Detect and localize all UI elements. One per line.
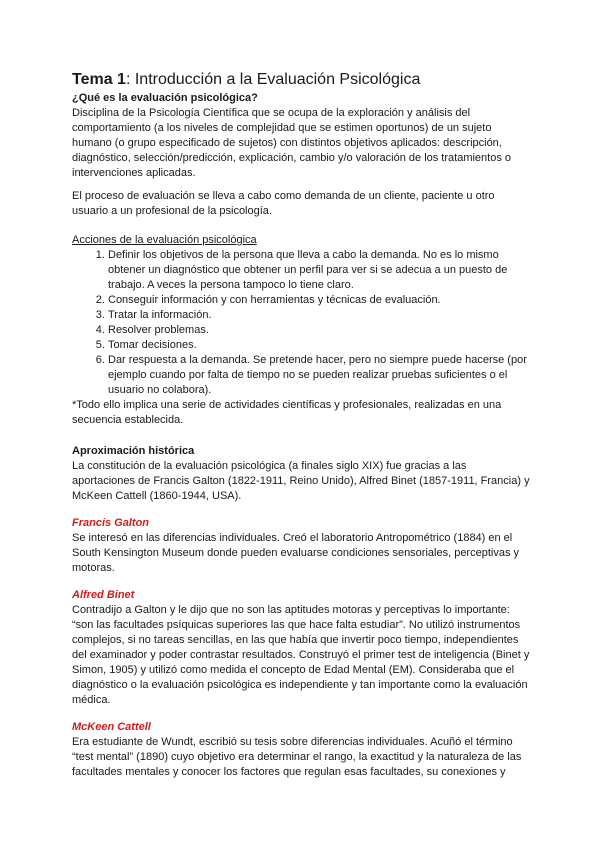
person-text-galton: Se interesó en las diferencias individuales. Creó el laboratorio Antropométrico (1884) en el South Kensington Museum donde pueden evaluarse condiciones sensoriales, perceptivas y motoras. bbox=[72, 532, 520, 574]
list-item: 4. Resolver problemas. bbox=[108, 323, 532, 338]
list-item: 3. Tratar la información. bbox=[108, 308, 532, 323]
history-intro: La constitución de la evaluación psicológica (a finales siglo XIX) fue gracias a las aportaciones de Francis Galton (1822-1911, Reino Unido), Alfred Binet (1857-1911, Francia) y McKeen Cattell (1860-1944, USA). bbox=[72, 460, 530, 502]
page-title bbox=[72, 70, 532, 89]
actions-note: *Todo ello implica una serie de actividades científicas y profesionales, realizadas en una secuencia establecida. bbox=[72, 399, 502, 426]
title-topic-number: Tema 1 bbox=[72, 71, 126, 88]
list-item: 5. Tomar decisiones. bbox=[108, 338, 532, 353]
section-question-heading: ¿Qué es la evaluación psicológica? bbox=[72, 92, 258, 104]
person-name-galton: Francis Galton bbox=[72, 517, 150, 529]
list-item: 2. Conseguir información y con herramientas y técnicas de evaluación. bbox=[108, 293, 532, 308]
document-page bbox=[72, 70, 532, 780]
title-topic-name: : Introducción a la Evaluación Psicológica bbox=[125, 71, 421, 88]
definition-paragraph: Disciplina de la Psicología Científica que se ocupa de la exploración y análisis del comportamiento (a los niveles de complejidad que se estimen oportunos) de un sujeto humano (o grupo especificado de sujetos) con distintos objetivos aplicados: descripción, diagnóstico, selección/predicción, explicación, cambio y/o valoración de los tratamientos o intervenciones aplicadas. bbox=[72, 107, 512, 179]
process-paragraph: El proceso de evaluación se lleva a cabo como demanda de un cliente, paciente u otro usuario a un profesional de la psicología. bbox=[72, 190, 495, 217]
actions-list bbox=[72, 248, 532, 398]
person-name-cattell: McKeen Cattell bbox=[72, 721, 151, 733]
history-heading: Aproximación histórica bbox=[72, 445, 195, 457]
actions-heading: Acciones de la evaluación psicológica bbox=[72, 234, 257, 246]
person-name-binet: Alfred Binet bbox=[72, 589, 135, 601]
person-text-cattell: Era estudiante de Wundt, escribió su tesis sobre diferencias individuales. Acuñó el término “test mental” (1890) cuyo objetivo era determinar el rango, la exactitud y la naturaleza de las facultades mentales y conocer los factores que regulan esas facultades, su conexiones y bbox=[72, 736, 522, 778]
list-item: 1. Definir los objetivos de la persona que lleva a cabo la demanda. No es lo mismo obtener un diagnóstico que obtener un perfil para ver si se adecua a un puesto de trabajo. A veces la persona tampoco lo tiene claro. bbox=[108, 248, 532, 293]
list-item: 6. Dar respuesta a la demanda. Se pretende hacer, pero no siempre puede hacerse (por ejemplo cuando por falta de tiempo no se pueden realizar pruebas suficientes o el usuario no colabora). bbox=[108, 353, 532, 398]
person-text-binet: Contradijo a Galton y le dijo que no son las aptitudes motoras y perceptivas lo importante: “son las facultades psíquicas superiores las que hace falta estudiar”. No utilizó instrumentos complejos, si no tareas sencillas, en las que había que invertir poco tiempo, independientes del examinador y poder contrastar resultados. Construyó el primer test de inteligencia (Binet y Simon, 1905) y utilizó como medida el concepto de Edad Mental (EM). Consideraba que el diagnóstico o la evaluación psicológica es independiente y tan importante como la evaluación médica. bbox=[72, 604, 530, 706]
